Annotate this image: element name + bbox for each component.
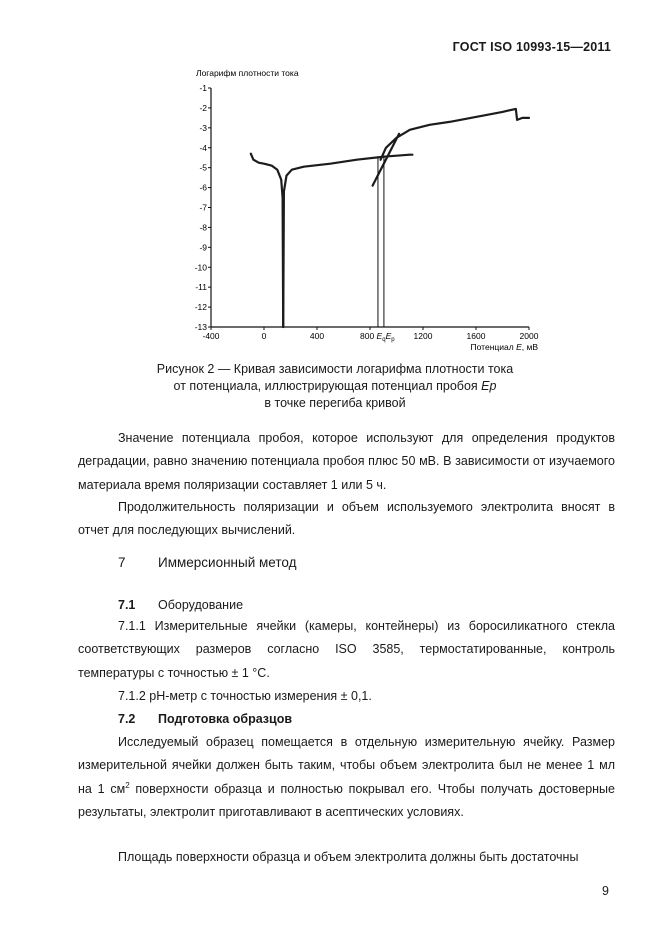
section-7-2-heading: 7.2 Подготовка образцов	[118, 712, 293, 726]
caption-line-3: в точке перегиба кривой	[264, 396, 406, 410]
series-passive-branch	[283, 155, 412, 327]
marker-labels: 800 $E_qE_p$	[360, 331, 395, 343]
y-tick-label: -12	[194, 302, 207, 313]
y-tick-label: -3	[199, 122, 207, 133]
x-tick-label: 400	[309, 331, 325, 341]
paragraph-7-1-2: 7.1.2 рН-метр с точностью измерения ± 0,1.	[118, 689, 372, 703]
caption-line-2-text: от потенциала, иллюстрирующая потенциал пробоя	[173, 379, 482, 393]
caption-line-2	[130, 378, 540, 395]
y-tick-label: -10	[194, 262, 207, 273]
y-tick-label: -8	[199, 222, 207, 233]
x-tick-label: -400	[202, 331, 220, 341]
y-tick-label: -9	[199, 242, 207, 253]
y-tick-label: -13	[194, 322, 207, 332]
chart-svg	[0, 0, 661, 360]
series-transpassive-branch	[381, 109, 529, 160]
series-breakdown-line	[373, 134, 400, 186]
paragraph-7-1-1: 7.1.1 Измерительные ячейки (камеры, контейнеры) из боросиликатного стекла соответствующих размеров согласно ISO 3585, термостатированные, контроль температуры с точностью ± 1 °С.	[78, 619, 615, 680]
chart-x-label: Потенциал E, мВ	[470, 342, 538, 352]
polarization-chart	[0, 0, 661, 360]
paragraph-7-2-a: Исследуемый образец помещается в отдельную измерительную ячейку. Размер измерительной ячейки должен быть таким, чтобы объем электролита был не менее 1 мл на 1 $см^2$ поверхности образца и полностью покрывал его. Чтобы получать достоверные результаты, электролит приготавливают в асептических условиях.	[78, 735, 615, 819]
standard-header: ГОСТ ISO 10993-15—2011	[452, 40, 611, 54]
caption-ep: Ep	[481, 379, 497, 393]
x-tick-label: 1600	[466, 331, 486, 341]
page-number: 9	[602, 884, 609, 898]
x-tick-label: 2000	[519, 331, 539, 341]
y-tick-label: -4	[199, 142, 207, 153]
x-tick-label: 1200	[413, 331, 433, 341]
series-cathodic-branch	[251, 154, 283, 327]
y-tick-label: -7	[199, 202, 207, 213]
y-tick-label: -1	[199, 83, 207, 93]
paragraph-7-2-b: Площадь поверхности образца и объем электролита должны быть достаточны	[118, 850, 579, 864]
caption-line-1: Рисунок 2 — Кривая зависимости логарифма плотности тока	[156, 362, 514, 376]
paragraph-polarization: Продолжительность поляризации и объем используемого электролита вносят в отчет для последующих вычислений.	[78, 500, 615, 538]
x-tick-label: 0	[261, 331, 267, 341]
section-7-heading: 7 Иммерсионный метод	[118, 555, 297, 570]
paragraph-breakdown: Значение потенциала пробоя, которое используют для определения продуктов деградации, равно значению потенциала пробоя плюс 50 мВ. В зависимости от изучаемого материала время поляризации составляет 1 или 5 ч.	[78, 431, 615, 492]
y-tick-label: -6	[199, 182, 207, 193]
chart-y-label: Логарифм плотности тока	[196, 68, 299, 78]
y-tick-label: -5	[199, 162, 207, 173]
y-tick-label: -2	[199, 102, 207, 113]
figure-caption	[130, 361, 540, 412]
section-7-1-heading: 7.1 Оборудование	[118, 598, 244, 612]
y-tick-label: -11	[195, 282, 207, 293]
